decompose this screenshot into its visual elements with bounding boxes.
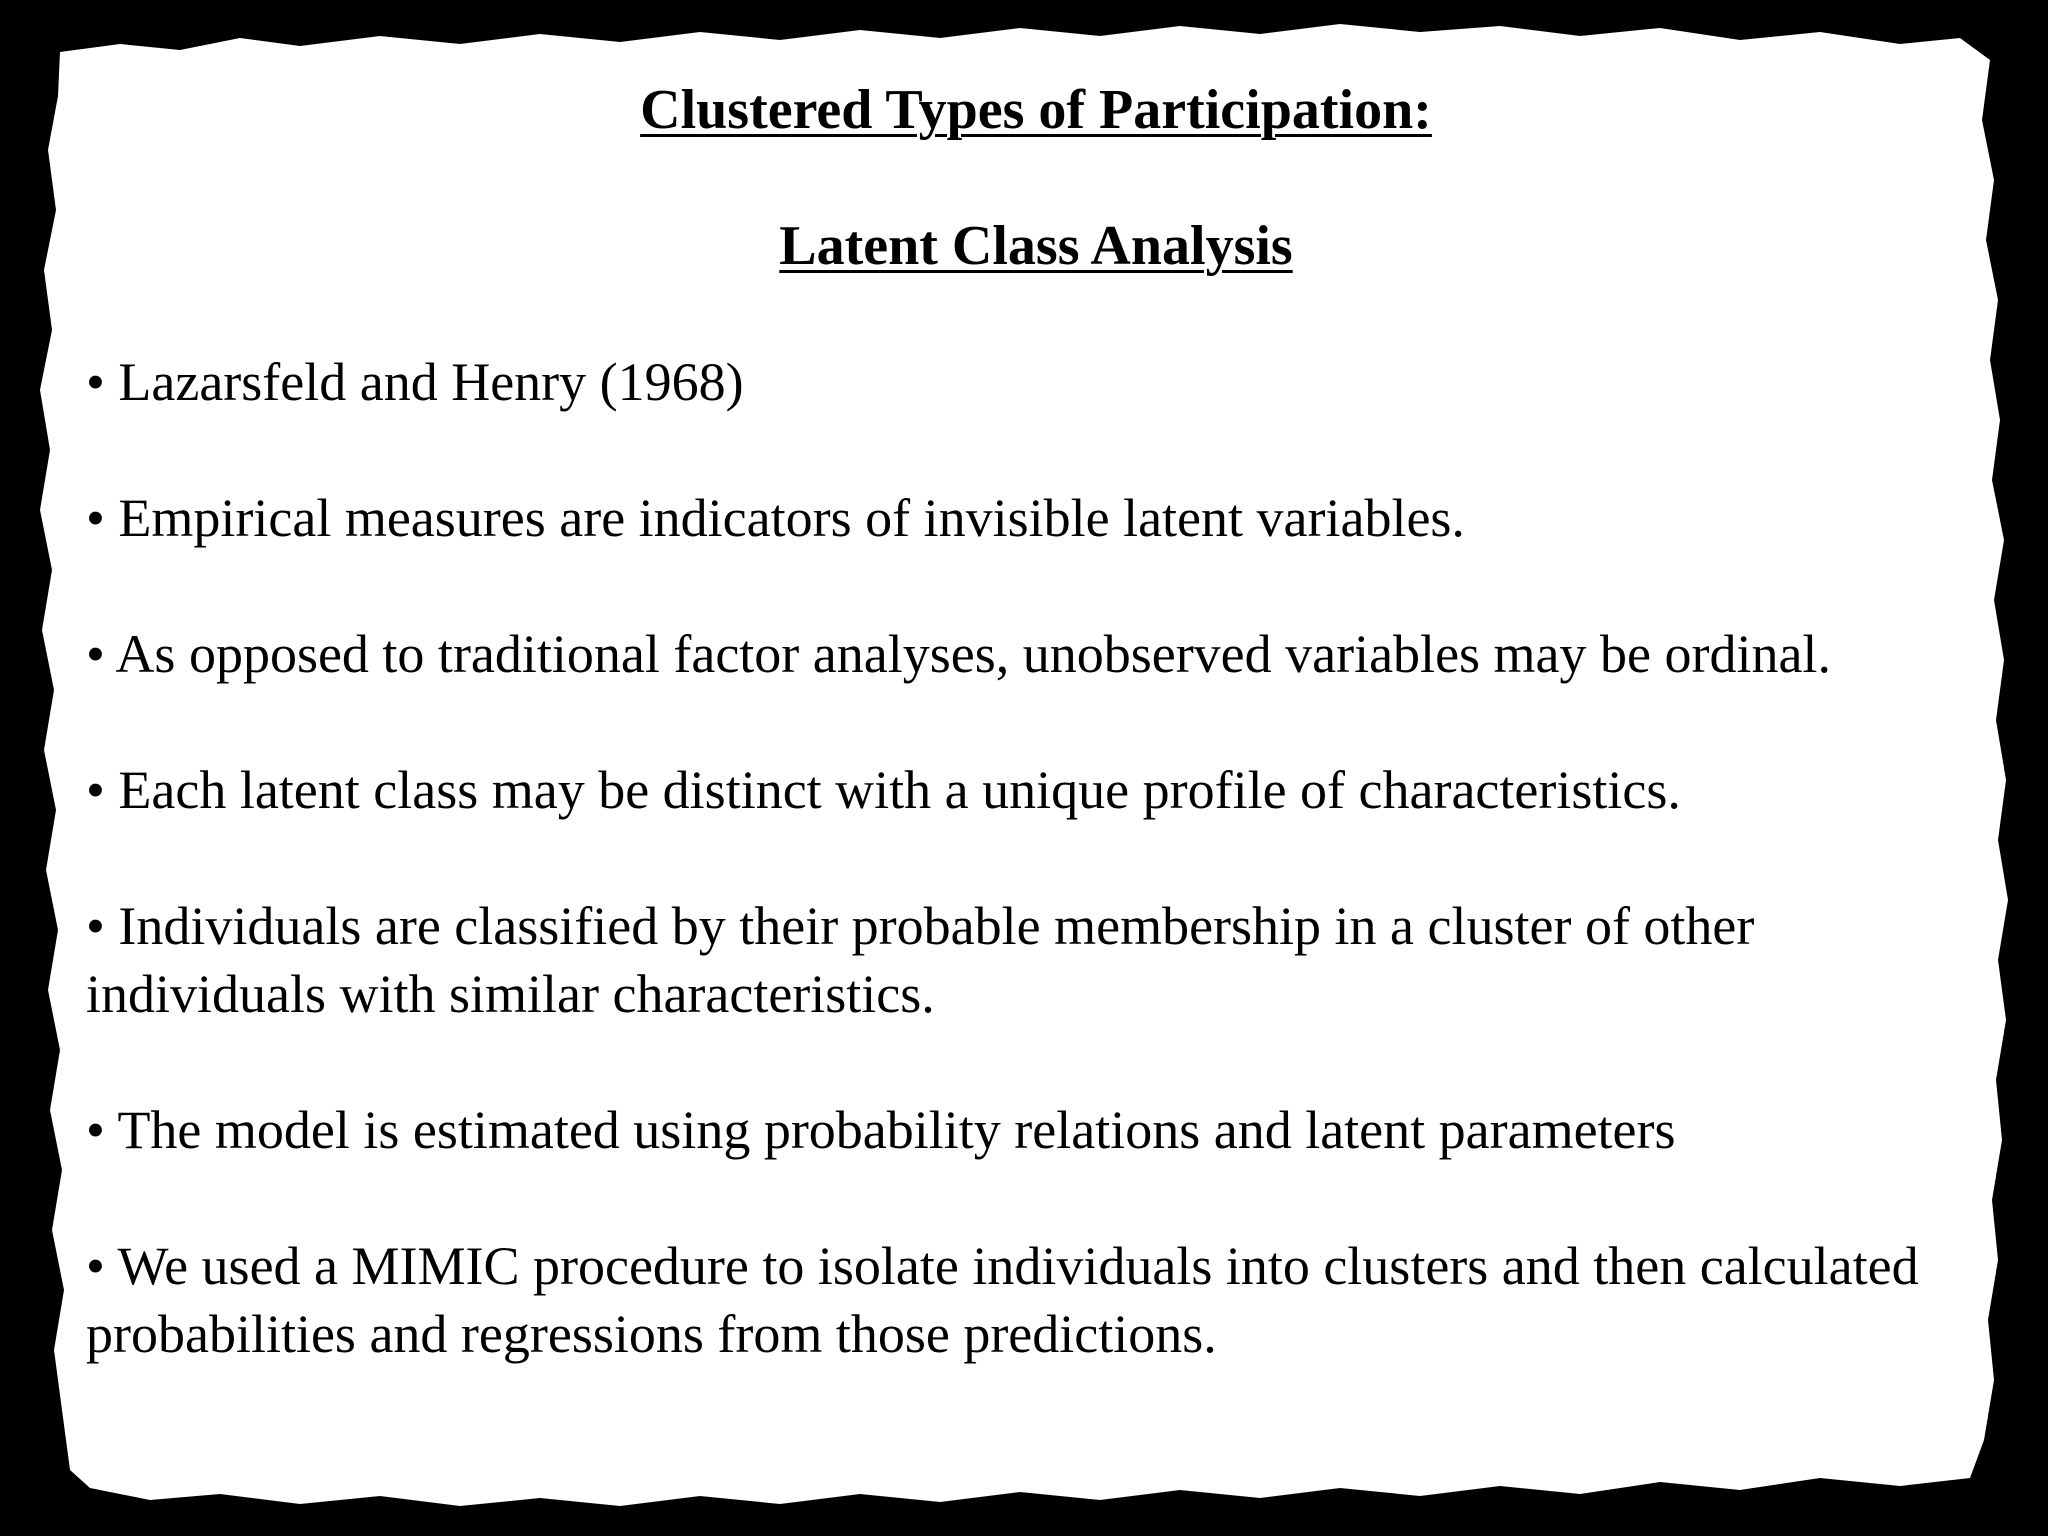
bullet-marker: • (86, 1236, 105, 1296)
bullet-text: Individuals are classified by their probable membership in a cluster of other individuals with similar characteristics. (86, 896, 1755, 1024)
bullet-text: Lazarsfeld and Henry (1968) (118, 352, 744, 412)
bullet-list (86, 348, 1986, 1368)
bullet-item (86, 1232, 1986, 1368)
bullet-text: We used a MIMIC procedure to isolate individuals into clusters and then calculated probabilities and regressions from those predictions. (86, 1236, 1919, 1364)
bullet-item (86, 892, 1986, 1028)
bullet-marker: • (86, 624, 105, 684)
bullet-item (86, 484, 1986, 552)
bullet-marker: • (86, 760, 105, 820)
bullet-item (86, 756, 1986, 824)
bullet-marker: • (86, 488, 105, 548)
bullet-text: Each latent class may be distinct with a unique profile of characteristics. (118, 760, 1681, 820)
slide-content (86, 76, 1986, 1436)
bullet-marker: • (86, 896, 105, 956)
bullet-text: The model is estimated using probability relations and latent parameters (117, 1100, 1676, 1160)
bullet-text: As opposed to traditional factor analyses, unobserved variables may be ordinal. (115, 624, 1831, 684)
slide-title: Clustered Types of Participation: (640, 79, 1432, 141)
bullet-item (86, 620, 1986, 688)
bullet-item (86, 1096, 1986, 1164)
bullet-marker: • (86, 352, 105, 412)
bullet-marker: • (86, 1100, 105, 1160)
bullet-item (86, 348, 1986, 416)
slide-subtitle: Latent Class Analysis (779, 215, 1293, 277)
bullet-text: Empirical measures are indicators of invisible latent variables. (118, 488, 1465, 548)
